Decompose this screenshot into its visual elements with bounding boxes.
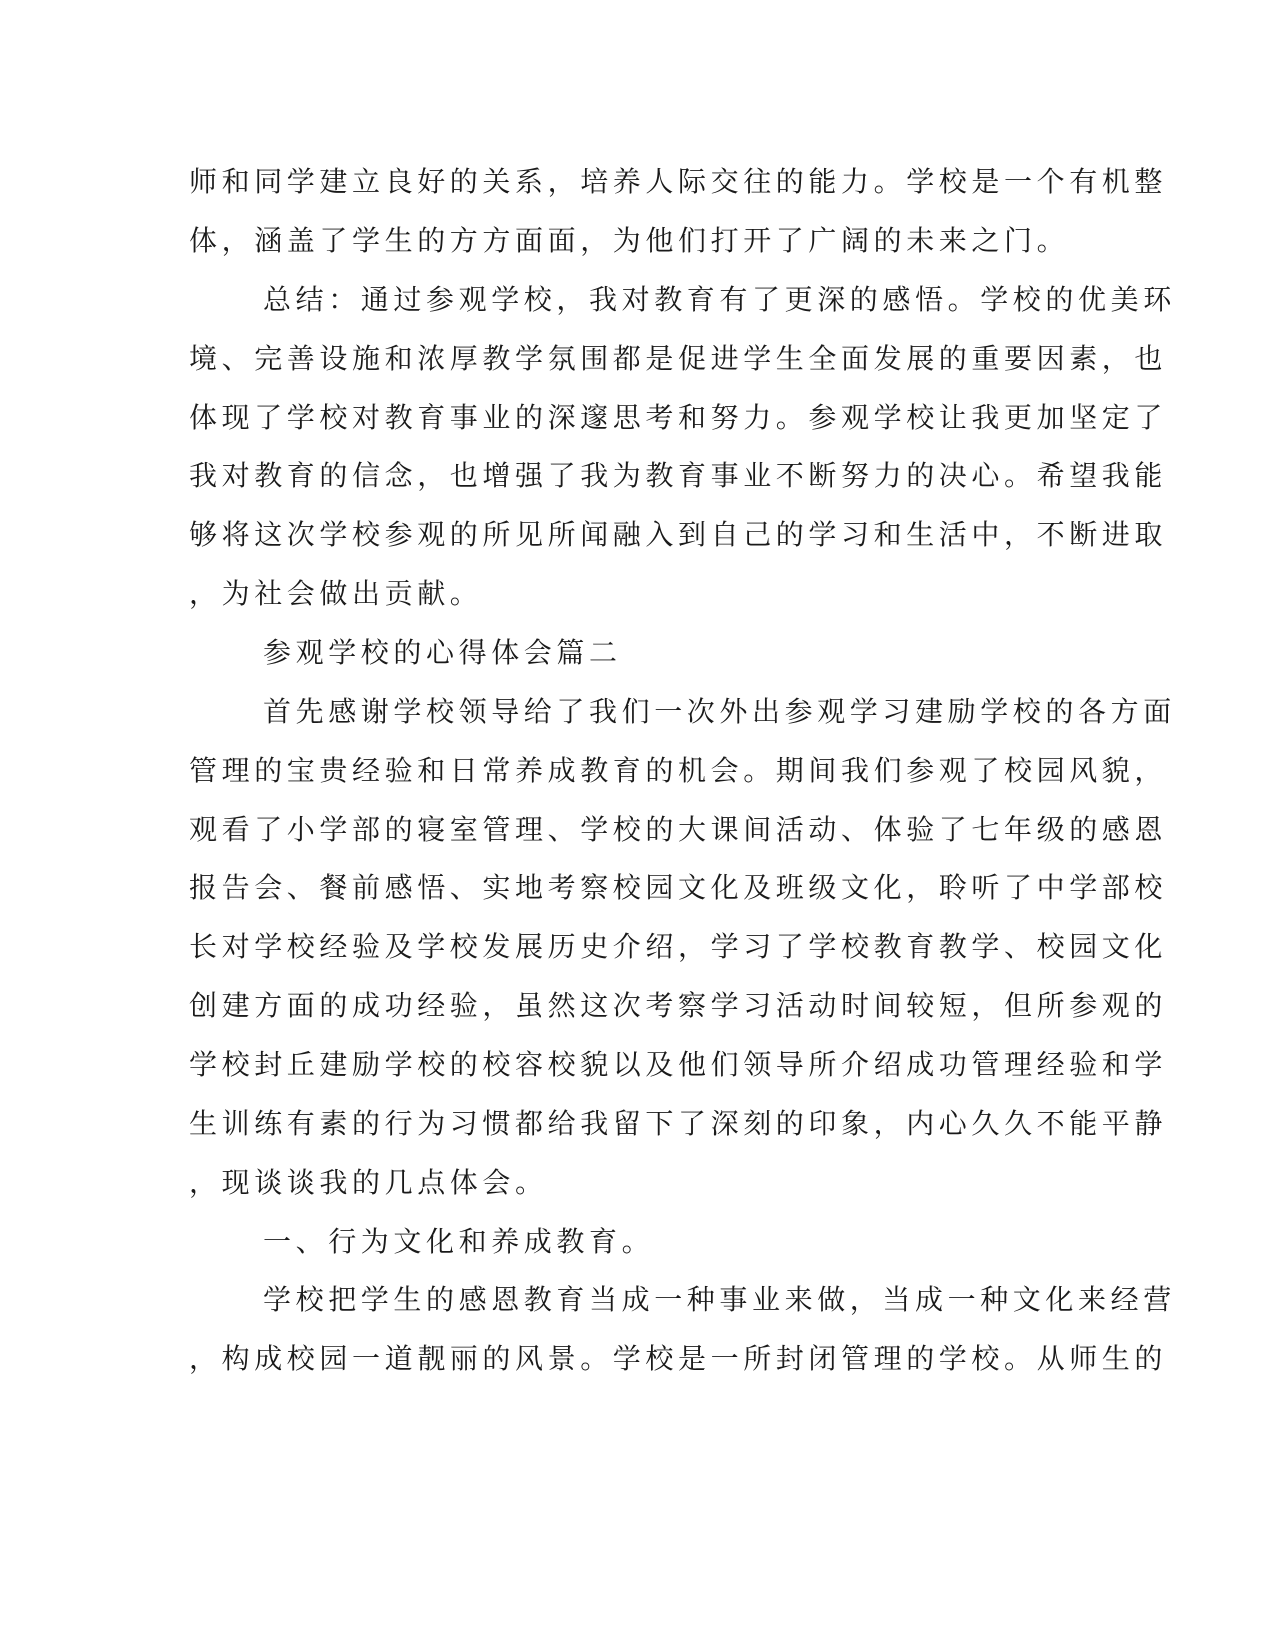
text-line: 体，涵盖了学生的方方面面，为他们打开了广阔的未来之门。	[189, 224, 1070, 257]
text-line: 师和同学建立良好的关系，培养人际交往的能力。学校是一个有机整	[189, 165, 1168, 198]
text-line: 境、完善设施和浓厚教学氛围都是促进学生全面发展的重要因素，也	[189, 342, 1168, 375]
text-line: 我对教育的信念，也增强了我为教育事业不断努力的决心。希望我能	[189, 459, 1168, 492]
text-line: 报告会、餐前感悟、实地考察校园文化及班级文化，聆听了中学部校	[189, 871, 1168, 904]
text-line: 够将这次学校参观的所见所闻融入到自己的学习和生活中，不断进取	[189, 518, 1168, 551]
text-line: 体现了学校对教育事业的深邃思考和努力。参观学校让我更加坚定了	[189, 401, 1168, 434]
text-line: 总结：通过参观学校，我对教育有了更深的感悟。学校的优美环	[263, 283, 1176, 316]
text-line: 长对学校经验及学校发展历史介绍，学习了学校教育教学、校园文化	[189, 930, 1168, 963]
text-line: 学校把学生的感恩教育当成一种事业来做，当成一种文化来经营	[263, 1283, 1176, 1316]
section-heading: 一、行为文化和养成教育。	[263, 1225, 655, 1258]
section-heading: 参观学校的心得体会篇二	[263, 636, 622, 669]
text-line: 管理的宝贵经验和日常养成教育的机会。期间我们参观了校园风貌，	[189, 754, 1168, 787]
text-line: 学校封丘建励学校的校容校貌以及他们领导所介绍成功管理经验和学	[189, 1048, 1168, 1081]
text-line: ，构成校园一道靓丽的风景。学校是一所封闭管理的学校。从师生的	[189, 1342, 1168, 1375]
text-line: ，现谈谈我的几点体会。	[189, 1166, 548, 1199]
text-line: 生训练有素的行为习惯都给我留下了深刻的印象，内心久久不能平静	[189, 1107, 1168, 1140]
text-line: 首先感谢学校领导给了我们一次外出参观学习建励学校的各方面	[263, 695, 1176, 728]
text-line: ，为社会做出贡献。	[189, 577, 483, 610]
text-line: 创建方面的成功经验，虽然这次考察学习活动时间较短，但所参观的	[189, 989, 1168, 1022]
text-line: 观看了小学部的寝室管理、学校的大课间活动、体验了七年级的感恩	[189, 813, 1168, 846]
